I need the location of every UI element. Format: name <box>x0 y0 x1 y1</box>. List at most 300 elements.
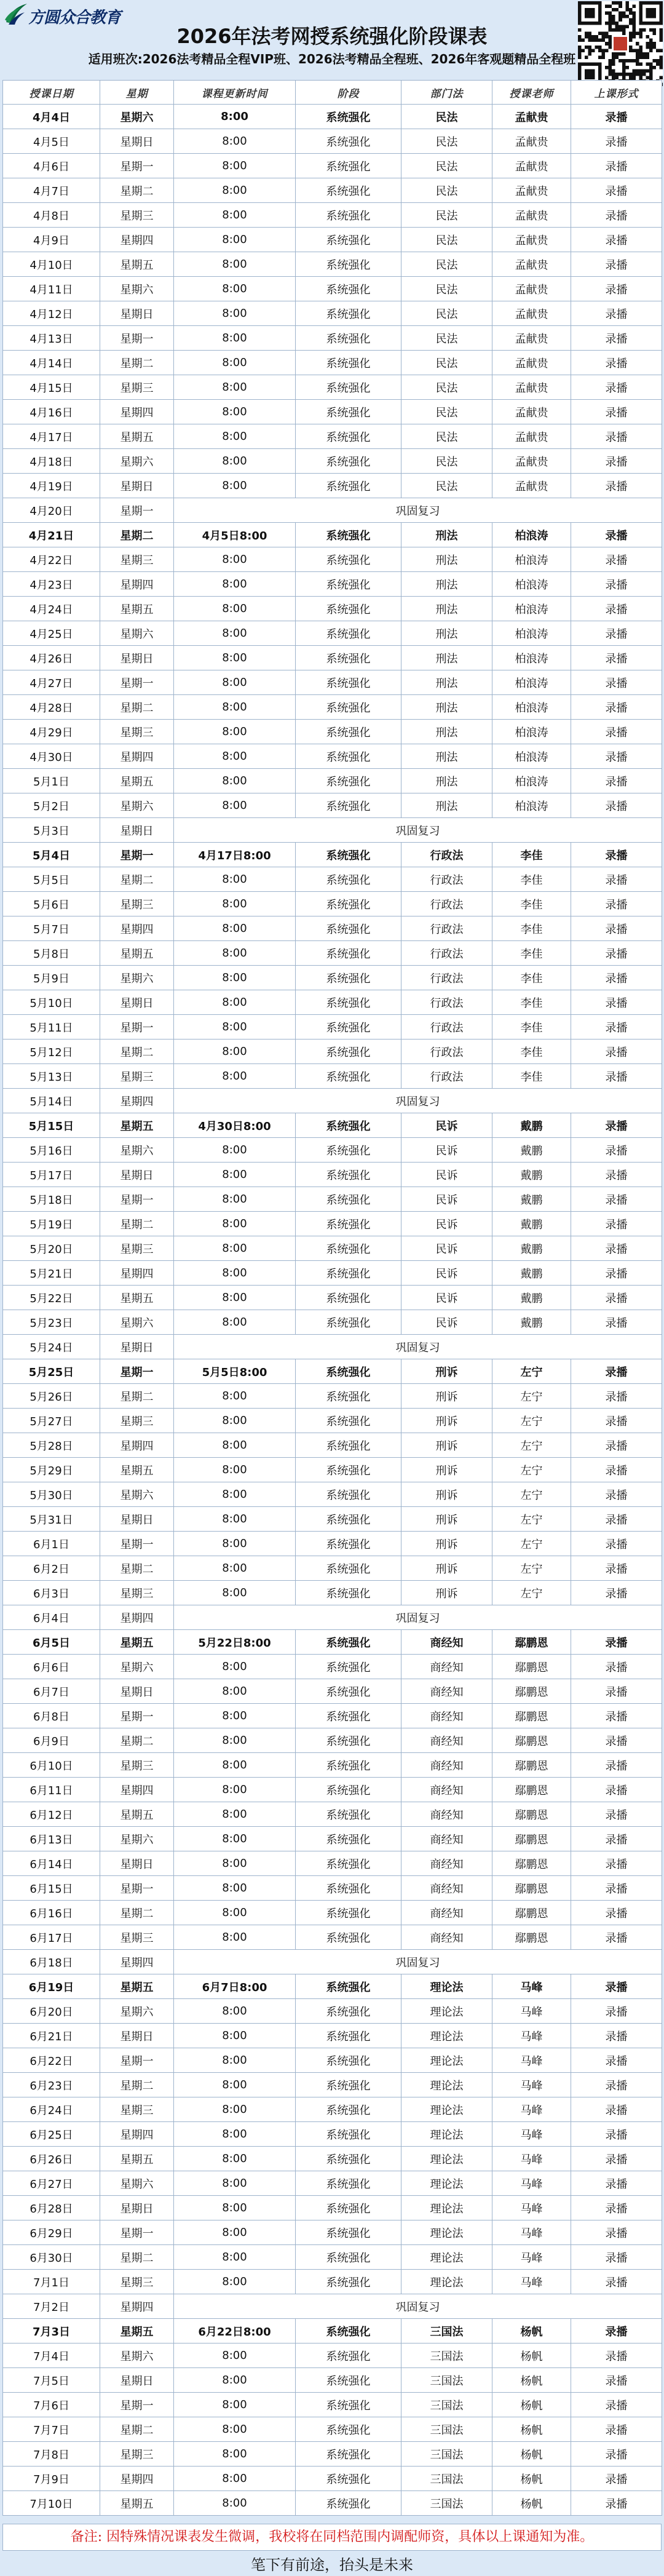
cell-subject: 商经知 <box>401 1630 492 1655</box>
cell-weekday: 星期日 <box>100 646 174 670</box>
cell-stage: 系统强化 <box>296 1999 401 2024</box>
cell-subject: 民诉 <box>401 1236 492 1261</box>
header-update-time: 课程更新时间 <box>174 81 296 105</box>
cell-weekday: 星期一 <box>100 2393 174 2417</box>
cell-update-time: 8:00 <box>174 646 296 670</box>
cell-stage: 系统强化 <box>296 2343 401 2368</box>
cell-weekday: 星期日 <box>100 818 174 843</box>
table-row <box>3 695 662 720</box>
table-row <box>3 449 662 474</box>
cell-teacher: 左宁 <box>492 1384 571 1409</box>
cell-mode: 录播 <box>571 843 662 867</box>
cell-update-time: 8:00 <box>174 2393 296 2417</box>
footer-note: 备注: 因特殊情况课表发生微调，我校将在同档范围内调配师资，具体以上课通知为准。 <box>2 2524 662 2551</box>
cell-mode: 录播 <box>571 2220 662 2245</box>
table-row <box>3 1655 662 1679</box>
cell-teacher: 孟献贵 <box>492 228 571 252</box>
cell-date: 6月27日 <box>3 2171 100 2196</box>
cell-update-time: 5月22日8:00 <box>174 1630 296 1655</box>
cell-date: 5月1日 <box>3 769 100 793</box>
cell-review-label: 巩固复习 <box>174 1605 662 1630</box>
cell-update-time: 8:00 <box>174 228 296 252</box>
cell-stage: 系统强化 <box>296 1778 401 1802</box>
cell-update-time: 8:00 <box>174 2245 296 2270</box>
cell-update-time: 8:00 <box>174 277 296 301</box>
cell-update-time: 8:00 <box>174 2491 296 2516</box>
cell-date: 4月9日 <box>3 228 100 252</box>
cell-stage: 系统强化 <box>296 1163 401 1187</box>
cell-weekday: 星期日 <box>100 1507 174 1532</box>
cell-date: 6月23日 <box>3 2073 100 2097</box>
cell-stage: 系统强化 <box>296 769 401 793</box>
cell-stage: 系统强化 <box>296 449 401 474</box>
qr-code-icon <box>578 1 663 86</box>
cell-subject: 民诉 <box>401 1310 492 1335</box>
cell-mode: 录播 <box>571 2442 662 2467</box>
cell-weekday: 星期四 <box>100 1950 174 1974</box>
cell-date: 6月14日 <box>3 1851 100 1876</box>
cell-stage: 系统强化 <box>296 695 401 720</box>
cell-weekday: 星期日 <box>100 1851 174 1876</box>
cell-teacher: 戴鹏 <box>492 1286 571 1310</box>
cell-subject: 刑法 <box>401 744 492 769</box>
cell-stage: 系统强化 <box>296 793 401 818</box>
cell-subject: 刑诉 <box>401 1384 492 1409</box>
cell-teacher: 孟献贵 <box>492 203 571 228</box>
cell-mode: 录播 <box>571 1507 662 1532</box>
cell-date: 7月1日 <box>3 2270 100 2294</box>
cell-weekday: 星期五 <box>100 1458 174 1482</box>
cell-weekday: 星期五 <box>100 1974 174 1999</box>
cell-date: 4月16日 <box>3 400 100 424</box>
cell-subject: 民法 <box>401 277 492 301</box>
table-row <box>3 793 662 818</box>
cell-stage: 系统强化 <box>296 720 401 744</box>
cell-update-time: 8:00 <box>174 1999 296 2024</box>
cell-update-time: 6月22日8:00 <box>174 2319 296 2343</box>
cell-mode: 录播 <box>571 449 662 474</box>
cell-stage: 系统强化 <box>296 1113 401 1138</box>
cell-weekday: 星期日 <box>100 2024 174 2048</box>
table-row <box>3 105 662 129</box>
cell-weekday: 星期六 <box>100 449 174 474</box>
cell-subject: 三国法 <box>401 2442 492 2467</box>
cell-weekday: 星期六 <box>100 1999 174 2024</box>
cell-weekday: 星期日 <box>100 990 174 1015</box>
cell-subject: 民诉 <box>401 1138 492 1163</box>
cell-subject: 民法 <box>401 375 492 400</box>
cell-teacher: 马峰 <box>492 2048 571 2073</box>
cell-weekday: 星期三 <box>100 2442 174 2467</box>
cell-stage: 系统强化 <box>296 2220 401 2245</box>
cell-date: 5月12日 <box>3 1040 100 1064</box>
table-row <box>3 2442 662 2467</box>
cell-update-time: 8:00 <box>174 178 296 203</box>
cell-date: 5月25日 <box>3 1359 100 1384</box>
cell-date: 6月22日 <box>3 2048 100 2073</box>
cell-weekday: 星期一 <box>100 1187 174 1212</box>
cell-stage: 系统强化 <box>296 572 401 597</box>
table-row <box>3 769 662 793</box>
cell-weekday: 星期一 <box>100 670 174 695</box>
cell-teacher: 孟献贵 <box>492 277 571 301</box>
cell-mode: 录播 <box>571 277 662 301</box>
cell-date: 4月26日 <box>3 646 100 670</box>
cell-weekday: 星期三 <box>100 1581 174 1605</box>
cell-subject: 刑诉 <box>401 1581 492 1605</box>
cell-teacher: 戴鹏 <box>492 1138 571 1163</box>
table-row <box>3 1359 662 1384</box>
cell-teacher: 马峰 <box>492 2024 571 2048</box>
cell-stage: 系统强化 <box>296 1507 401 1532</box>
cell-subject: 理论法 <box>401 2171 492 2196</box>
table-row <box>3 277 662 301</box>
cell-stage: 系统强化 <box>296 1359 401 1384</box>
cell-date: 5月2日 <box>3 793 100 818</box>
cell-mode: 录播 <box>571 1778 662 1802</box>
cell-stage: 系统强化 <box>296 1802 401 1827</box>
table-row <box>3 916 662 941</box>
cell-date: 5月29日 <box>3 1458 100 1482</box>
cell-subject: 商经知 <box>401 1851 492 1876</box>
cell-weekday: 星期三 <box>100 2097 174 2122</box>
cell-subject: 刑法 <box>401 523 492 547</box>
cell-teacher: 鄢鹏恩 <box>492 1827 571 1851</box>
cell-subject: 刑诉 <box>401 1359 492 1384</box>
cell-update-time: 8:00 <box>174 1187 296 1212</box>
cell-mode: 录播 <box>571 2048 662 2073</box>
table-row <box>3 597 662 621</box>
cell-mode: 录播 <box>571 1925 662 1950</box>
table-row <box>3 1286 662 1310</box>
cell-update-time: 8:00 <box>174 1261 296 1286</box>
cell-stage: 系统强化 <box>296 2122 401 2147</box>
cell-date: 6月2日 <box>3 1556 100 1581</box>
cell-date: 5月3日 <box>3 818 100 843</box>
cell-update-time: 8:00 <box>174 867 296 892</box>
cell-review-label: 巩固复习 <box>174 498 662 523</box>
cell-review-label: 巩固复习 <box>174 1335 662 1359</box>
cell-subject: 民诉 <box>401 1187 492 1212</box>
cell-subject: 刑法 <box>401 572 492 597</box>
cell-update-time: 8:00 <box>174 1384 296 1409</box>
cell-weekday: 星期一 <box>100 2220 174 2245</box>
cell-mode: 录播 <box>571 1163 662 1187</box>
cell-date: 4月10日 <box>3 252 100 277</box>
cell-update-time: 8:00 <box>174 1458 296 1482</box>
cell-mode: 录播 <box>571 720 662 744</box>
cell-weekday: 星期六 <box>100 2343 174 2368</box>
cell-stage: 系统强化 <box>296 646 401 670</box>
cell-mode: 录播 <box>571 2467 662 2491</box>
cell-update-time: 8:00 <box>174 474 296 498</box>
cell-stage: 系统强化 <box>296 1384 401 1409</box>
logo-text: 方圆众合教育 <box>28 9 121 27</box>
cell-teacher: 柏浪涛 <box>492 695 571 720</box>
cell-update-time: 8:00 <box>174 597 296 621</box>
cell-teacher: 孟献贵 <box>492 105 571 129</box>
cell-date: 6月17日 <box>3 1925 100 1950</box>
table-row <box>3 424 662 449</box>
cell-weekday: 星期六 <box>100 966 174 990</box>
cell-subject: 刑法 <box>401 670 492 695</box>
cell-update-time: 6月7日8:00 <box>174 1974 296 1999</box>
review-row <box>3 1335 662 1359</box>
cell-date: 5月7日 <box>3 916 100 941</box>
cell-subject: 刑法 <box>401 621 492 646</box>
cell-weekday: 星期六 <box>100 1827 174 1851</box>
cell-date: 4月17日 <box>3 424 100 449</box>
cell-mode: 录播 <box>571 326 662 351</box>
table-row <box>3 1040 662 1064</box>
cell-stage: 系统强化 <box>296 474 401 498</box>
cell-date: 6月25日 <box>3 2122 100 2147</box>
cell-subject: 三国法 <box>401 2467 492 2491</box>
cell-subject: 民法 <box>401 449 492 474</box>
cell-weekday: 星期二 <box>100 1040 174 1064</box>
cell-stage: 系统强化 <box>296 1458 401 1482</box>
cell-teacher: 马峰 <box>492 1974 571 1999</box>
cell-subject: 行政法 <box>401 843 492 867</box>
cell-mode: 录播 <box>571 400 662 424</box>
cell-subject: 刑诉 <box>401 1507 492 1532</box>
cell-subject: 行政法 <box>401 990 492 1015</box>
cell-update-time: 8:00 <box>174 326 296 351</box>
table-row <box>3 1187 662 1212</box>
cell-weekday: 星期一 <box>100 2048 174 2073</box>
cell-weekday: 星期四 <box>100 1089 174 1113</box>
cell-update-time: 8:00 <box>174 1040 296 1064</box>
cell-teacher: 戴鹏 <box>492 1236 571 1261</box>
cell-subject: 商经知 <box>401 1876 492 1901</box>
table-row <box>3 1236 662 1261</box>
cell-stage: 系统强化 <box>296 916 401 941</box>
cell-weekday: 星期六 <box>100 1138 174 1163</box>
cell-subject: 理论法 <box>401 2196 492 2220</box>
table-row <box>3 892 662 916</box>
cell-stage: 系统强化 <box>296 1138 401 1163</box>
cell-stage: 系统强化 <box>296 1974 401 1999</box>
table-row <box>3 867 662 892</box>
cell-weekday: 星期二 <box>100 523 174 547</box>
cell-weekday: 星期二 <box>100 1384 174 1409</box>
cell-update-time: 8:00 <box>174 1138 296 1163</box>
table-row <box>3 2024 662 2048</box>
cell-weekday: 星期四 <box>100 1605 174 1630</box>
cell-teacher: 柏浪涛 <box>492 670 571 695</box>
cell-stage: 系统强化 <box>296 129 401 154</box>
cell-mode: 录播 <box>571 597 662 621</box>
cell-mode: 录播 <box>571 1532 662 1556</box>
cell-teacher: 戴鹏 <box>492 1163 571 1187</box>
cell-mode: 录播 <box>571 1384 662 1409</box>
cell-review-label: 巩固复习 <box>174 818 662 843</box>
cell-mode: 录播 <box>571 1999 662 2024</box>
cell-subject: 民法 <box>401 301 492 326</box>
cell-teacher: 左宁 <box>492 1482 571 1507</box>
cell-date: 6月21日 <box>3 2024 100 2048</box>
cell-teacher: 杨帆 <box>492 2368 571 2393</box>
cell-subject: 理论法 <box>401 2147 492 2171</box>
schedule-table <box>2 80 662 2516</box>
table-row <box>3 2270 662 2294</box>
cell-stage: 系统强化 <box>296 1187 401 1212</box>
cell-mode: 录播 <box>571 1827 662 1851</box>
cell-weekday: 星期四 <box>100 2294 174 2319</box>
cell-mode: 录播 <box>571 1679 662 1704</box>
cell-subject: 民法 <box>401 228 492 252</box>
cell-weekday: 星期三 <box>100 1925 174 1950</box>
cell-date: 7月4日 <box>3 2343 100 2368</box>
cell-weekday: 星期三 <box>100 2270 174 2294</box>
cell-weekday: 星期五 <box>100 424 174 449</box>
cell-teacher: 戴鹏 <box>492 1187 571 1212</box>
cell-date: 5月16日 <box>3 1138 100 1163</box>
cell-subject: 民法 <box>401 178 492 203</box>
table-row <box>3 720 662 744</box>
cell-weekday: 星期日 <box>100 1163 174 1187</box>
cell-stage: 系统强化 <box>296 867 401 892</box>
cell-review-label: 巩固复习 <box>174 2294 662 2319</box>
cell-weekday: 星期三 <box>100 547 174 572</box>
cell-stage: 系统强化 <box>296 2442 401 2467</box>
table-row <box>3 1458 662 1482</box>
cell-subject: 三国法 <box>401 2393 492 2417</box>
cell-date: 5月11日 <box>3 1015 100 1040</box>
cell-mode: 录播 <box>571 547 662 572</box>
cell-update-time: 8:00 <box>174 1433 296 1458</box>
cell-teacher: 孟献贵 <box>492 326 571 351</box>
table-row <box>3 2073 662 2097</box>
cell-date: 6月30日 <box>3 2245 100 2270</box>
cell-teacher: 鄢鹏恩 <box>492 1655 571 1679</box>
cell-subject: 三国法 <box>401 2491 492 2516</box>
cell-date: 5月10日 <box>3 990 100 1015</box>
cell-date: 6月29日 <box>3 2220 100 2245</box>
table-row <box>3 400 662 424</box>
cell-weekday: 星期二 <box>100 1728 174 1753</box>
cell-teacher: 孟献贵 <box>492 154 571 178</box>
cell-weekday: 星期一 <box>100 1015 174 1040</box>
cell-mode: 录播 <box>571 1359 662 1384</box>
cell-weekday: 星期二 <box>100 1901 174 1925</box>
cell-mode: 录播 <box>571 2024 662 2048</box>
cell-stage: 系统强化 <box>296 2024 401 2048</box>
cell-teacher: 李佳 <box>492 1015 571 1040</box>
cell-update-time: 8:00 <box>174 105 296 129</box>
cell-teacher: 马峰 <box>492 2171 571 2196</box>
cell-stage: 系统强化 <box>296 1728 401 1753</box>
header-mode: 上课形式 <box>571 81 662 105</box>
cell-update-time: 8:00 <box>174 2442 296 2467</box>
cell-teacher: 李佳 <box>492 843 571 867</box>
cell-mode: 录播 <box>571 301 662 326</box>
cell-update-time: 8:00 <box>174 2220 296 2245</box>
cell-date: 6月16日 <box>3 1901 100 1925</box>
cell-mode: 录播 <box>571 154 662 178</box>
cell-subject: 刑诉 <box>401 1433 492 1458</box>
cell-update-time: 8:00 <box>174 1163 296 1187</box>
table-row <box>3 941 662 966</box>
cell-update-time: 8:00 <box>174 769 296 793</box>
cell-subject: 三国法 <box>401 2368 492 2393</box>
cell-teacher: 柏浪涛 <box>492 597 571 621</box>
cell-weekday: 星期四 <box>100 2122 174 2147</box>
cell-update-time: 8:00 <box>174 941 296 966</box>
cell-stage: 系统强化 <box>296 547 401 572</box>
cell-mode: 录播 <box>571 1138 662 1163</box>
cell-teacher: 柏浪涛 <box>492 720 571 744</box>
cell-teacher: 鄢鹏恩 <box>492 1630 571 1655</box>
cell-date: 4月12日 <box>3 301 100 326</box>
cell-teacher: 杨帆 <box>492 2343 571 2368</box>
cell-teacher: 马峰 <box>492 2245 571 2270</box>
cell-stage: 系统强化 <box>296 203 401 228</box>
cell-update-time: 8:00 <box>174 1901 296 1925</box>
cell-teacher: 马峰 <box>492 2097 571 2122</box>
cell-stage: 系统强化 <box>296 424 401 449</box>
cell-teacher: 孟献贵 <box>492 252 571 277</box>
cell-update-time: 8:00 <box>174 1064 296 1089</box>
cell-weekday: 星期五 <box>100 1802 174 1827</box>
cell-teacher: 孟献贵 <box>492 449 571 474</box>
cell-update-time: 8:00 <box>174 1236 296 1261</box>
cell-teacher: 孟献贵 <box>492 129 571 154</box>
cell-weekday: 星期二 <box>100 2245 174 2270</box>
cell-subject: 理论法 <box>401 2245 492 2270</box>
cell-update-time: 8:00 <box>174 966 296 990</box>
table-row <box>3 1064 662 1089</box>
cell-subject: 刑法 <box>401 547 492 572</box>
table-row <box>3 1482 662 1507</box>
cell-update-time: 8:00 <box>174 2097 296 2122</box>
cell-date: 6月15日 <box>3 1876 100 1901</box>
review-row <box>3 2294 662 2319</box>
cell-subject: 民法 <box>401 400 492 424</box>
cell-mode: 录播 <box>571 2343 662 2368</box>
cell-teacher: 鄢鹏恩 <box>492 1876 571 1901</box>
table-row <box>3 2343 662 2368</box>
cell-date: 6月4日 <box>3 1605 100 1630</box>
cell-weekday: 星期五 <box>100 2147 174 2171</box>
cell-update-time: 8:00 <box>174 1015 296 1040</box>
cell-date: 6月7日 <box>3 1679 100 1704</box>
cell-date: 7月7日 <box>3 2417 100 2442</box>
cell-teacher: 左宁 <box>492 1581 571 1605</box>
cell-weekday: 星期一 <box>100 1359 174 1384</box>
table-row <box>3 1974 662 1999</box>
cell-mode: 录播 <box>571 1458 662 1482</box>
cell-date: 7月10日 <box>3 2491 100 2516</box>
table-row <box>3 2368 662 2393</box>
cell-subject: 刑诉 <box>401 1482 492 1507</box>
cell-stage: 系统强化 <box>296 892 401 916</box>
review-row <box>3 1089 662 1113</box>
cell-weekday: 星期四 <box>100 1778 174 1802</box>
table-row <box>3 2097 662 2122</box>
cell-update-time: 4月30日8:00 <box>174 1113 296 1138</box>
cell-mode: 录播 <box>571 916 662 941</box>
table-row <box>3 1138 662 1163</box>
cell-mode: 录播 <box>571 966 662 990</box>
cell-date: 5月17日 <box>3 1163 100 1187</box>
cell-stage: 系统强化 <box>296 1876 401 1901</box>
table-row <box>3 2319 662 2343</box>
cell-teacher: 杨帆 <box>492 2393 571 2417</box>
review-row <box>3 1950 662 1974</box>
cell-date: 5月14日 <box>3 1089 100 1113</box>
cell-update-time: 8:00 <box>174 892 296 916</box>
